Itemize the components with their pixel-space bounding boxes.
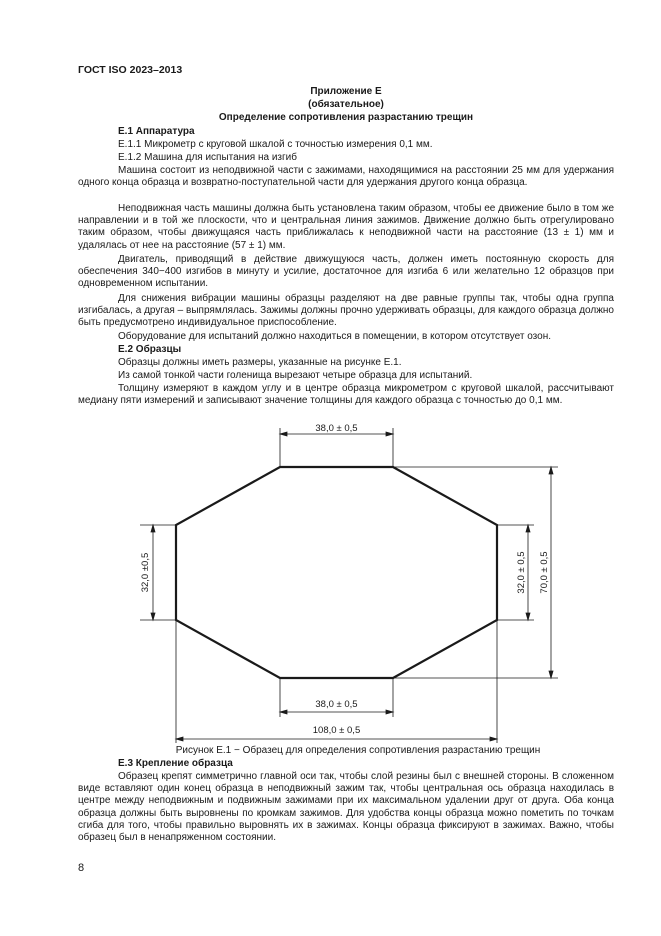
section-e1-heading: Е.1 Аппаратура bbox=[118, 126, 195, 137]
dimension-left-label: 32,0 ±0,5 bbox=[140, 552, 151, 593]
clause-e1-2: Е.1.2 Машина для испытания на изгиб bbox=[118, 152, 297, 163]
dimension-height bbox=[393, 467, 558, 678]
dimension-height-label: 70,0 ± 0,5 bbox=[539, 551, 550, 594]
dimension-top-label: 38,0 ± 0,5 bbox=[315, 423, 358, 434]
section-e3-heading: Е.3 Крепление образца bbox=[118, 758, 233, 769]
paragraph-cutting: Из самой тонкой части голенища вырезают четыре образца для испытаний. bbox=[118, 370, 473, 381]
clause-e1-1: Е.1.1 Микрометр с круговой шкалой с точностью измерения 0,1 мм. bbox=[118, 139, 433, 150]
appendix-status: (обязательное) bbox=[308, 99, 384, 110]
specimen-outline bbox=[176, 467, 497, 678]
appendix-title: Приложение Е bbox=[310, 86, 382, 97]
document-header: ГОСТ ISO 2023–2013 bbox=[78, 64, 183, 76]
paragraph-machine: Машина состоит из неподвижной части с зажимами, находящимися на расстоянии 25 мм для удержания одного конца образца и возвратно-поступательной части для удержания другого конца образца. bbox=[78, 165, 614, 189]
dimension-bottom-label: 38,0 ± 0,5 bbox=[315, 699, 358, 710]
paragraph-vibration: Для снижения вибрации машины образцы разделяют на две равные группы так, чтобы одна группа изгибалась, а другая – выпрямлялась. Зажимы должны прочно удерживать образцы, для каждого образца должно быть предусмотрено индивидуальное приспособление. bbox=[78, 293, 614, 329]
dimension-right-label: 32,0 ± 0,5 bbox=[516, 551, 527, 594]
figure-caption: Рисунок Е.1 − Образец для определения сопротивления разрастанию трещин bbox=[175, 745, 541, 756]
dimension-bottom bbox=[280, 678, 393, 717]
paragraph-fixed-part: Неподвижная часть машины должна быть установлена таким образом, чтобы ее движение было в том же направлении и в той же плоскости, что и центральная линия зажимов. Движение должно быть отрегулировано таким образом, чтобы движущаяся часть приближалась к неподвижной части на расстояние (13 ± 1) мм и удалялась от нее на расстояние (57 ± 1) мм. bbox=[78, 203, 614, 251]
paragraph-motor: Двигатель, приводящий в действие движущуюся часть, должен иметь постоянную скорость для обеспечения 340−400 изгибов в минуту и усилие, достаточное для изгиба 6 или желательно 12 образцов при одновременном испытании. bbox=[78, 254, 614, 290]
paragraph-mounting: Образец крепят симметрично главной оси так, чтобы слой резины был с внешней стороны. В сложенном виде вставляют один конец образца в неподвижный зажим так, чтобы центральная ось образца находилась в центре между неподвижным и подвижным зажимами при их максимальном удалении друг от друга. Оба конца образца должны быть выровнены по кромкам зажимов. Для удобства концы образца можно пометить по точкам сгиба для того, чтобы правильно выровнять их в зажимах. Концы образца фиксируют в зажимах. Важно, чтобы образец был в ненапряженном состоянии. bbox=[78, 771, 614, 844]
dimension-width-label: 108,0 ± 0,5 bbox=[312, 725, 361, 736]
paragraph-sizes: Образцы должны иметь размеры, указанные на рисунке Е.1. bbox=[118, 357, 402, 368]
page-number: 8 bbox=[78, 862, 85, 874]
section-e2-heading: Е.2 Образцы bbox=[118, 344, 182, 355]
paragraph-thickness: Толщину измеряют в каждом углу и в центре образца микрометром с круговой шкалой, рассчитывают медиану пяти измерений и записывают значение толщины для каждого образца с точностью до 0,1 мм. bbox=[78, 383, 614, 407]
appendix-subtitle: Определение сопротивления разрастанию трещин bbox=[218, 112, 474, 123]
paragraph-ozone: Оборудование для испытаний должно находиться в помещении, в котором отсутствует озон. bbox=[118, 331, 551, 342]
